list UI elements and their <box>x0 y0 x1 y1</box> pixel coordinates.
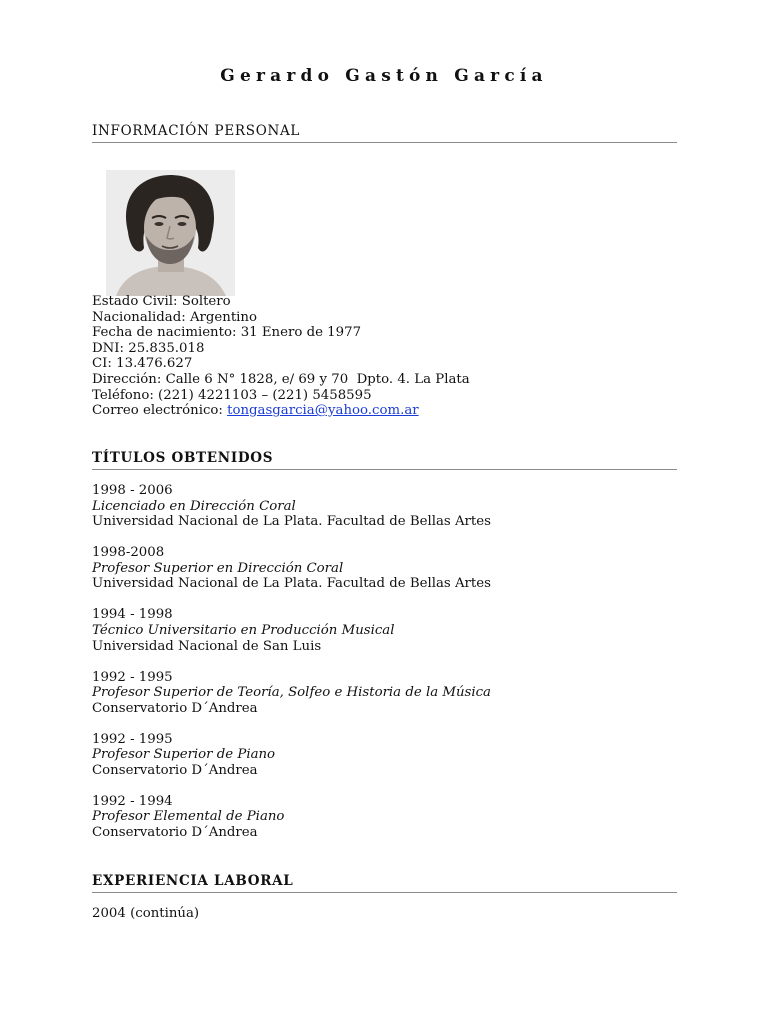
title-entry <box>92 670 491 717</box>
title-institution: Conservatorio D´Andrea <box>92 700 258 716</box>
title-entry <box>92 545 491 592</box>
title-years: 1992 - 1995 <box>92 731 173 747</box>
nationality-label: Nacionalidad: <box>92 309 186 325</box>
person-name: Gerardo Gastón García <box>220 66 548 86</box>
civil-status-line <box>92 294 470 310</box>
dni-value: 25.835.018 <box>128 340 205 356</box>
email-label: Correo electrónico: <box>92 403 223 419</box>
title-institution: Universidad Nacional de La Plata. Facultad de Bellas Artes <box>92 514 491 530</box>
email-line <box>92 403 470 419</box>
title-institution: Conservatorio D´Andrea <box>92 825 258 841</box>
titles-heading: TÍTULOS OBTENIDOS <box>92 450 677 470</box>
nationality-line <box>92 310 470 326</box>
address-line <box>92 372 470 388</box>
phone-line <box>92 388 470 404</box>
dni-line <box>92 341 470 357</box>
personal-info-block <box>92 294 470 419</box>
title-years: 1998 - 2006 <box>92 483 173 498</box>
birth-date-label: Fecha de nacimiento: <box>92 325 237 341</box>
birth-date-line <box>92 325 470 341</box>
address-value: Calle 6 N° 1828, e/ 69 y 70 Dpto. 4. La Plata <box>165 371 470 387</box>
title-entry <box>92 794 491 841</box>
email-link[interactable]: tongasgarcia@yahoo.com.ar <box>227 403 419 419</box>
ci-value: 13.476.627 <box>116 356 193 372</box>
title-institution: Universidad Nacional de La Plata. Facultad de Bellas Artes <box>92 576 491 592</box>
experience-heading: EXPERIENCIA LABORAL <box>92 873 677 893</box>
title-entry <box>92 732 491 779</box>
personal-info-heading: INFORMACIÓN PERSONAL <box>92 123 677 143</box>
nationality-value: Argentino <box>189 309 258 325</box>
title-entry <box>92 483 491 530</box>
address-label: Dirección: <box>92 371 162 387</box>
ci-label: CI: <box>92 356 112 372</box>
profile-photo <box>106 170 235 296</box>
title-entry <box>92 607 491 654</box>
phone-label: Teléfono: <box>92 387 154 403</box>
titles-list <box>92 483 491 856</box>
title-degree: Profesor Elemental de Piano <box>92 809 285 825</box>
experience-first-period: 2004 (continúa) <box>92 906 200 921</box>
civil-status-value: Soltero <box>181 294 231 309</box>
phone-value: (221) 4221103 – (221) 5458595 <box>158 387 372 403</box>
title-institution: Conservatorio D´Andrea <box>92 762 258 778</box>
title-degree: Profesor Superior en Dirección Coral <box>92 560 344 576</box>
title-years: 1992 - 1994 <box>92 793 173 809</box>
dni-label: DNI: <box>92 340 125 356</box>
title-degree: Profesor Superior de Piano <box>92 747 276 763</box>
civil-status-label: Estado Civil: <box>92 294 178 309</box>
title-degree: Técnico Universitario en Producción Musical <box>92 622 395 638</box>
birth-date-value: 31 Enero de 1977 <box>240 325 362 341</box>
title-years: 1992 - 1995 <box>92 669 173 685</box>
title-degree: Licenciado en Dirección Coral <box>92 498 296 514</box>
ci-line <box>92 356 470 372</box>
title-years: 1994 - 1998 <box>92 607 173 623</box>
title-years: 1998-2008 <box>92 545 165 561</box>
title-institution: Universidad Nacional de San Luis <box>92 638 322 654</box>
title-degree: Profesor Superior de Teoría, Solfeo e Historia de la Música <box>92 685 491 701</box>
